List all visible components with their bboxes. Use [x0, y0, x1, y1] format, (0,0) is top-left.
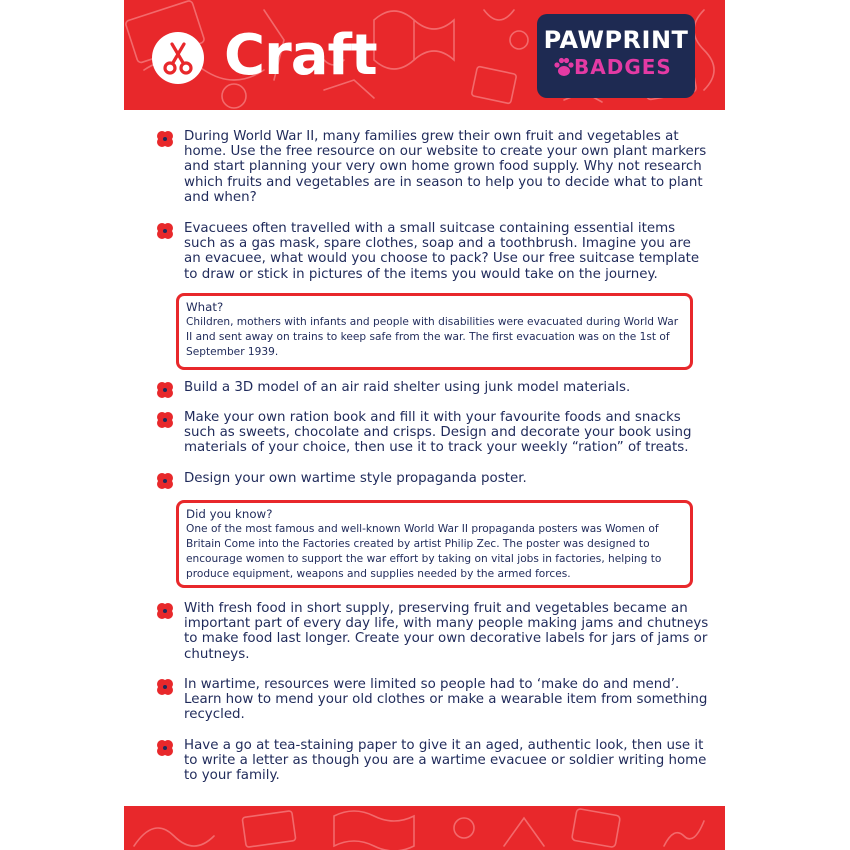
brand-name: PAWPRINT — [543, 26, 689, 54]
info-box-did-you-know — [176, 500, 693, 588]
item-text: During World War II, many families grew their own fruit and vegetables at home. Use the free resource on our website to create your own plant markers and start planning your very own home grown food supply. Why not research which fruits and vegetables are in season to help you to decide what to plant and when? — [184, 129, 707, 205]
worksheet-page — [124, 0, 725, 850]
poppy-icon — [156, 130, 174, 148]
item-text: With fresh food in short supply, preserving fruit and vegetables became an important part of every day life, with many people making jams and chutneys to make food last longer. Create your own decorative labels for jars of jams or chutneys. — [184, 601, 709, 662]
poppy-icon — [156, 602, 174, 620]
poppy-icon — [156, 411, 174, 429]
scissors-icon — [158, 38, 198, 78]
poppy-icon — [156, 678, 174, 696]
footer-banner — [124, 806, 725, 850]
scissors-logo — [152, 32, 204, 84]
item-text: Evacuees often travelled with a small suitcase containing essential items such as a gas mask, spare clothes, soap and a toothbrush. Imagine you are an evacuee, what would you choose to pack? Use our free suitcase template to draw or stick in pictures of the items you would take on the journey. — [184, 221, 700, 282]
info-box-what — [176, 293, 693, 370]
page-title: Craft — [224, 23, 377, 88]
brand-subname: BADGES — [574, 55, 672, 79]
poppy-icon — [156, 222, 174, 240]
item-text: Build a 3D model of an air raid shelter using junk model materials. — [184, 380, 631, 395]
info-box-title: Did you know? — [186, 507, 273, 521]
header-banner — [124, 0, 725, 110]
brand-badge — [537, 14, 695, 98]
item-text: In wartime, resources were limited so people had to ‘make do and mend’. Learn how to mend your old clothes or make a wearable item from something recycled. — [184, 677, 708, 723]
item-text: Have a go at tea-staining paper to give it an aged, authentic look, then use it to write a letter as though you are a wartime evacuee or soldier writing home to your family. — [184, 738, 707, 784]
info-box-body: Children, mothers with infants and people with disabilities were evacuated during World War II and sent away on trains to keep safe from the war. The first evacuation was on the 1st of September 1939. — [186, 316, 679, 358]
poppy-icon — [156, 472, 174, 490]
info-box-body: One of the most famous and well-known World War II propaganda posters was Women of Britain Come into the Factories created by artist Philip Zec. The poster was designed to encourage women to support the war effort by taking on vital jobs in factories, helping to produce equipment, weapons and supplies needed by the armed forces. — [186, 523, 662, 580]
poppy-icon — [156, 739, 174, 757]
doodle-pattern — [124, 806, 725, 850]
item-text: Make your own ration book and fill it with your favourite foods and snacks such as sweets, chocolate and crisps. Design and decorate your book using materials of your choice, then use it to track your weekly “ration” of treats. — [184, 410, 692, 456]
item-text: Design your own wartime style propaganda poster. — [184, 471, 527, 486]
poppy-icon — [156, 381, 174, 399]
paw-icon — [553, 56, 575, 78]
info-box-title: What? — [186, 300, 224, 314]
